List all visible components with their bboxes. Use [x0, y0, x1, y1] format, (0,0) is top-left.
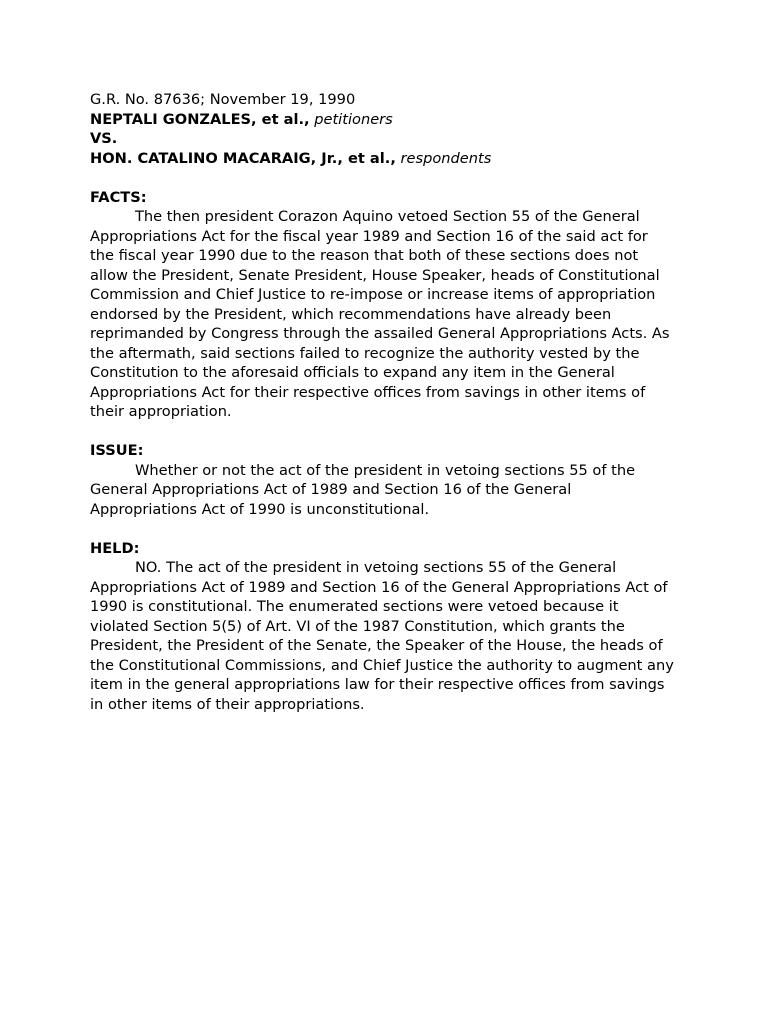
spacer	[90, 168, 675, 188]
held-body: NO. The act of the president in vetoing sections 55 of the General Appropriations Act of 1989 and Section 16 of the General Appropriations Act of 1990 is constitutional. The enumerated sections were vetoed because it violated Section 5(5) of Art. VI of the 1987 Constitution, which grants the President, the President of the Senate, the Speaker of the House, the heads of the Constitutional Commissions, and Chief Justice the authority to augment any item in the general appropriations law for their respective offices from savings in other items of their appropriations.	[90, 559, 674, 713]
document-page	[90, 90, 675, 714]
facts-body: The then president Corazon Aquino vetoed Section 55 of the General Appropriations Act for the fiscal year 1989 and Section 16 of the said act for the fiscal year 1990 due to the reason that both of these sections does not allow the President, Senate President, House Speaker, heads of Constitutional Commission and Chief Justice to re-impose or increase items of appropriation endorsed by the President, which recommendations have already been reprimanded by Congress through the assailed General Appropriations Acts. As the aftermath, said sections failed to recognize the authority vested by the Constitution to the aforesaid officials to expand any item in the General Appropriations Act for their respective offices from savings in other items of their appropriation.	[90, 208, 670, 420]
facts-heading: FACTS:	[90, 188, 147, 206]
issue-heading: ISSUE:	[90, 442, 144, 459]
held-heading: HELD:	[90, 539, 140, 557]
petitioner-role: petitioners	[314, 110, 393, 128]
respondent-role: respondents	[400, 149, 492, 167]
spacer	[90, 519, 675, 539]
versus-label: VS.	[90, 130, 118, 147]
spacer	[90, 422, 675, 442]
respondent-name: HON. CATALINO MACARAIG, Jr., et al.,	[90, 149, 396, 167]
petitioner-line	[90, 110, 675, 130]
case-number: G.R. No. 87636; November 19, 1990	[90, 91, 356, 108]
petitioner-name: NEPTALI GONZALES, et al.,	[90, 110, 310, 128]
respondent-line	[90, 149, 675, 169]
issue-body: Whether or not the act of the president in vetoing sections 55 of the General Appropriations Act of 1989 and Section 16 of the General Appropriations Act of 1990 is unconstitutional.	[90, 461, 636, 518]
